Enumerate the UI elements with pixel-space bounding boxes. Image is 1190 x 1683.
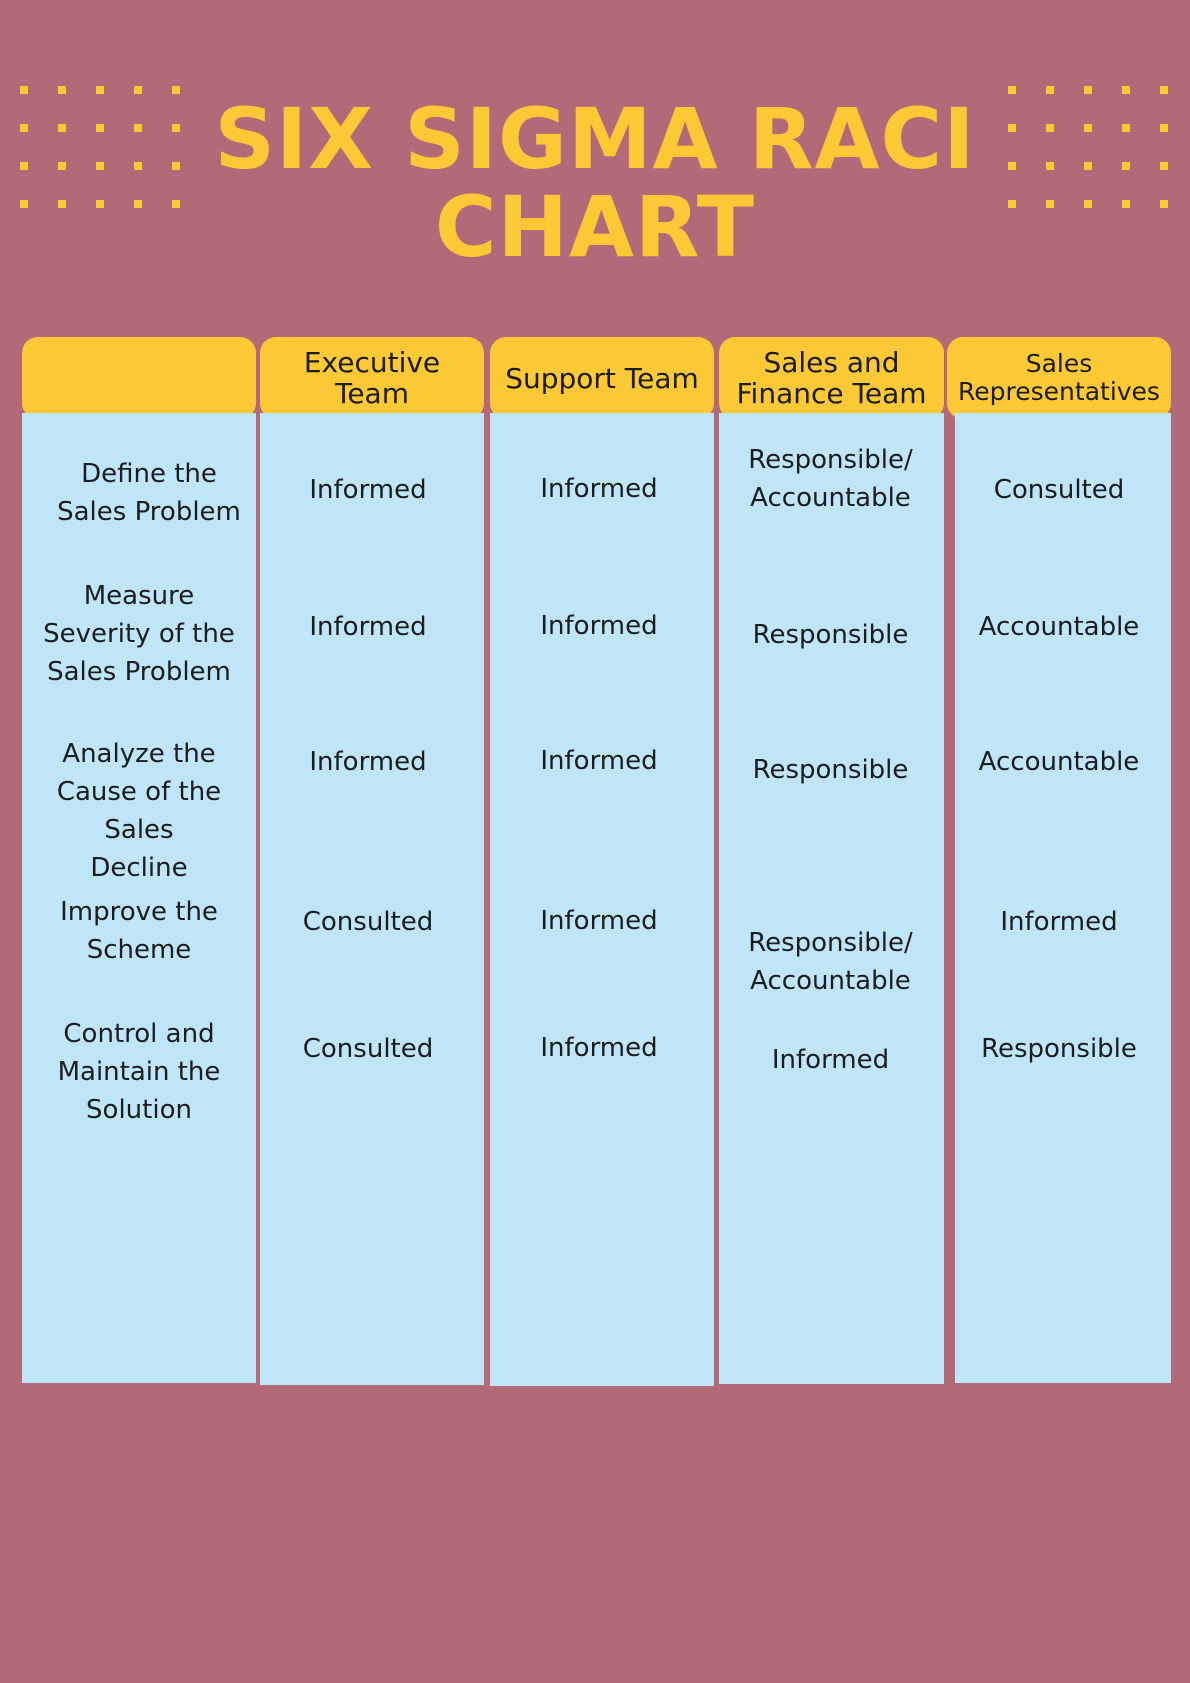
task-cell: Improve the Scheme	[60, 897, 218, 965]
table-cell: Responsible/ Accountable	[748, 445, 913, 513]
decorative-dots-right	[1008, 86, 1168, 208]
table-cell: Responsible	[981, 1034, 1137, 1064]
column-header-label: Sales and Finance Team	[736, 346, 927, 410]
table-cell: Informed	[540, 1033, 658, 1063]
task-column	[22, 337, 256, 1383]
task-cell: Define the Sales Problem	[57, 459, 241, 527]
task-cell: Analyze the Cause of the Sales Decline	[56, 739, 222, 883]
column-body	[955, 413, 1171, 1383]
sales-finance-team-column	[719, 337, 944, 1384]
table-cell: Informed	[771, 1045, 890, 1075]
support-team-column	[490, 337, 714, 1386]
table-cell: Consulted	[302, 907, 434, 937]
column-body	[719, 413, 944, 1384]
table-cell: Responsible	[752, 620, 909, 650]
table-cell: Informed	[540, 611, 658, 641]
table-cell: Responsible	[752, 755, 909, 785]
column-header	[22, 337, 256, 419]
column-header	[719, 337, 944, 419]
table-cell: Informed	[1000, 907, 1118, 937]
column-header	[947, 337, 1171, 419]
column-header	[260, 337, 484, 419]
column-body	[260, 413, 484, 1385]
table-cell: Informed	[309, 747, 427, 777]
table-cell: Informed	[540, 906, 658, 936]
table-cell: Responsible/ Accountable	[748, 928, 913, 996]
sales-representatives-column	[947, 337, 1171, 1383]
table-cell: Informed	[540, 474, 658, 504]
table-cell: Consulted	[993, 475, 1125, 505]
column-header-label: Executive Team	[303, 346, 441, 410]
table-cell: Informed	[309, 612, 427, 642]
table-cell: Consulted	[302, 1034, 434, 1064]
column-body	[490, 413, 714, 1386]
task-cell: Measure Severity of the Sales Problem	[43, 581, 235, 687]
table-cell: Informed	[540, 746, 658, 776]
column-header-label: Sales Representatives	[958, 349, 1160, 406]
table-cell: Accountable	[978, 612, 1140, 642]
decorative-dots-left	[20, 86, 180, 208]
page-title: SIX SIGMA RACI CHART	[214, 90, 976, 276]
task-cell: Control and Maintain the Solution	[57, 1019, 221, 1125]
column-header	[490, 337, 714, 419]
table-cell: Accountable	[978, 747, 1140, 777]
table-cell: Informed	[309, 475, 427, 505]
executive-team-column	[260, 337, 484, 1385]
column-header-label: Support Team	[505, 361, 699, 395]
